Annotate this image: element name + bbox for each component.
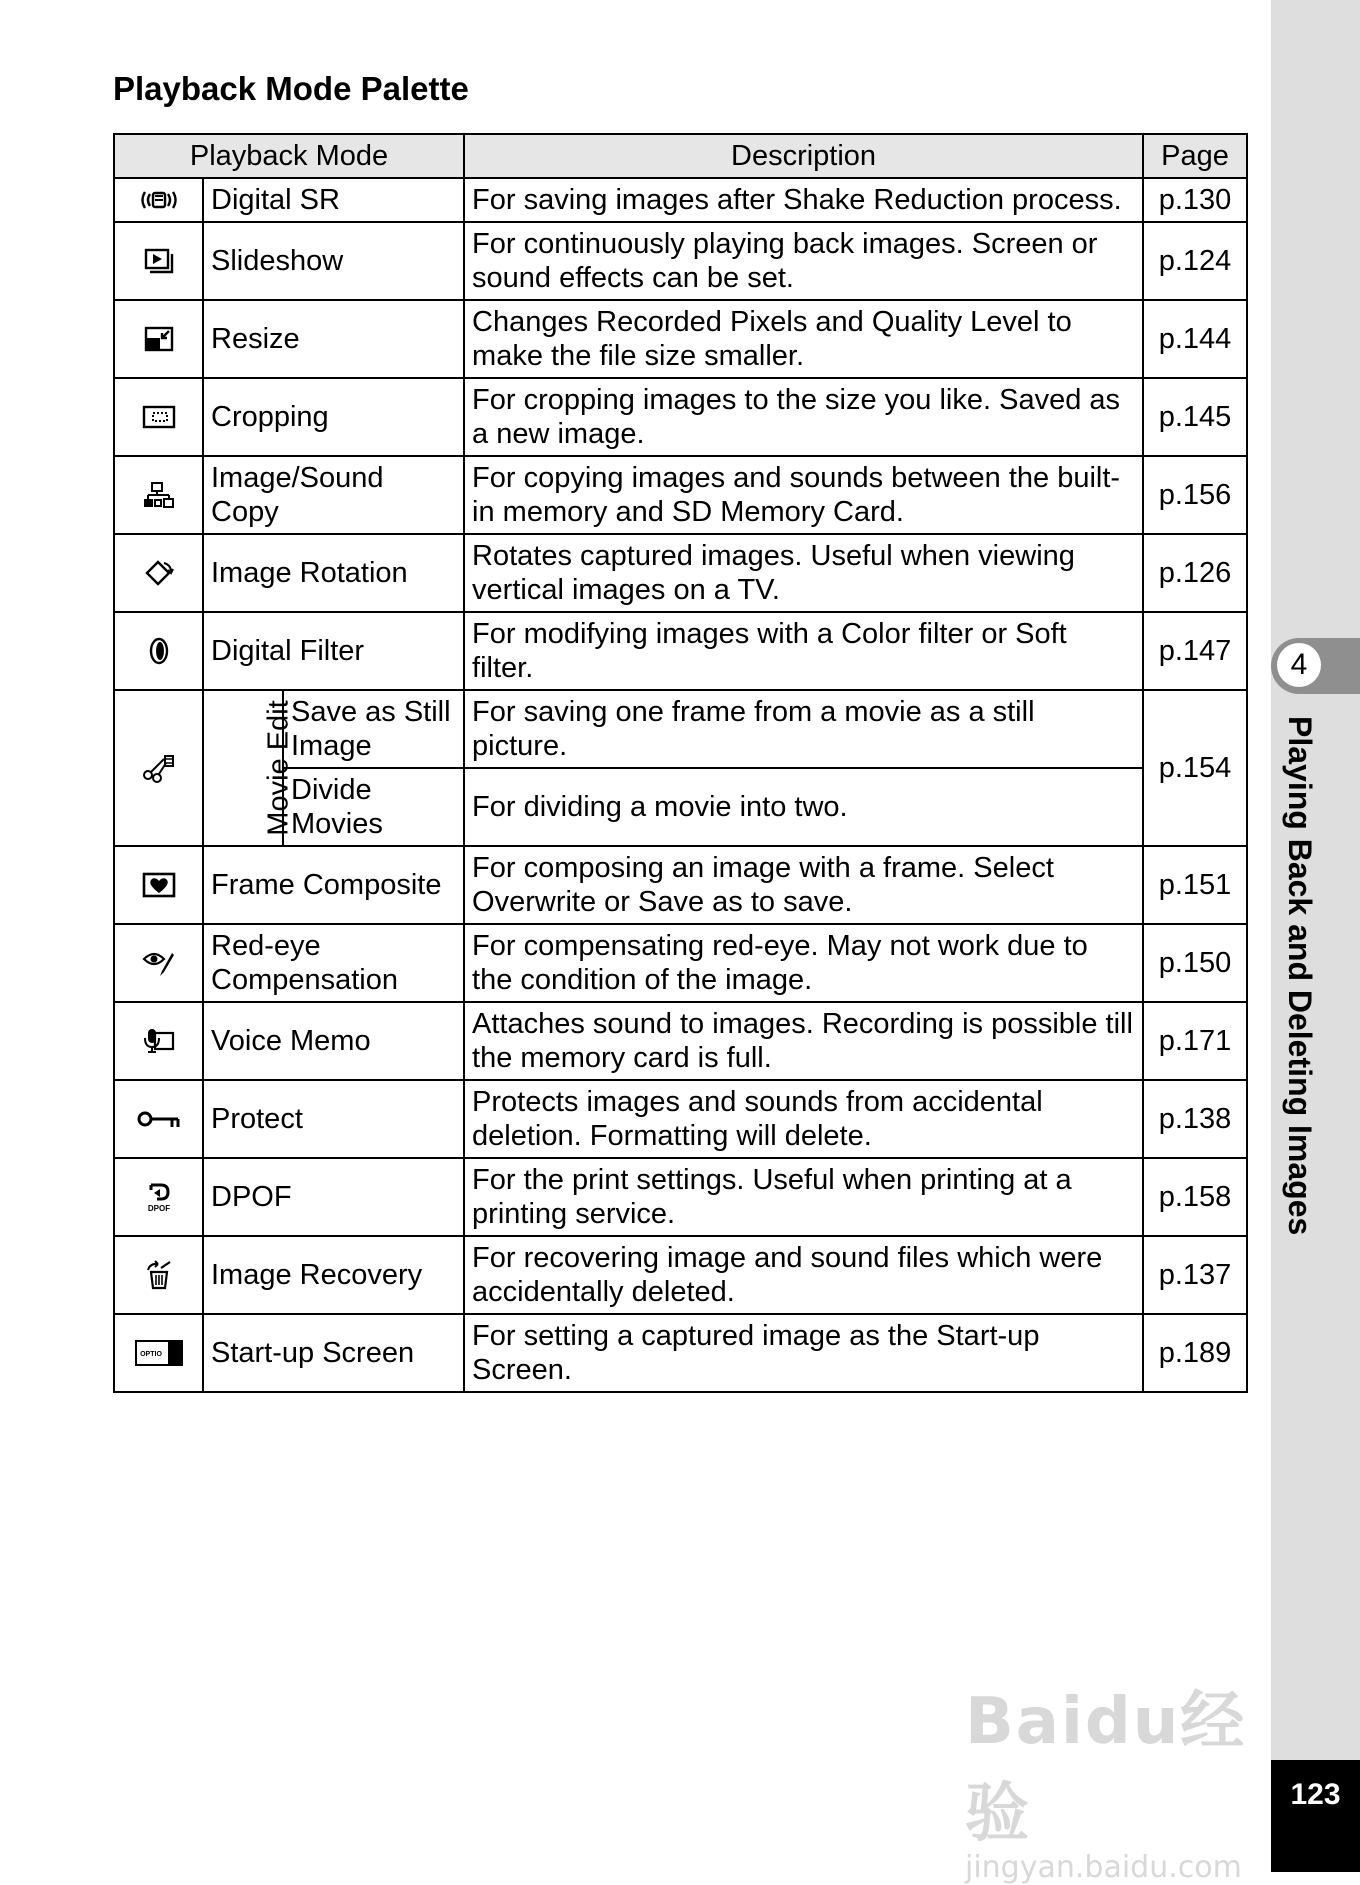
svg-text:OPTIO: OPTIO bbox=[139, 1351, 162, 1358]
description-text: For setting a captured image as the Start-up Screen. bbox=[464, 1314, 1143, 1392]
chapter-title: Playing Back and Deleting Images bbox=[1282, 716, 1318, 1236]
table-row bbox=[114, 1002, 1247, 1080]
chapter-number: 4 bbox=[1277, 643, 1321, 687]
table-row bbox=[114, 690, 1247, 768]
page-ref: p.144 bbox=[1143, 300, 1247, 378]
description-text: For copying images and sounds between the built-in memory and SD Memory Card. bbox=[464, 456, 1143, 534]
movie-edit-group-label bbox=[203, 690, 295, 846]
page-ref: p.158 bbox=[1143, 1158, 1247, 1236]
slideshow-icon bbox=[114, 222, 203, 300]
description-text: For saving one frame from a movie as a still picture. bbox=[464, 690, 1143, 768]
table-row bbox=[114, 1158, 1247, 1236]
svg-text:DPOF: DPOF bbox=[147, 1204, 170, 1213]
mode-label: Divide Movies bbox=[283, 768, 464, 846]
description-text: For saving images after Shake Reduction process. bbox=[464, 178, 1143, 222]
page-ref: p.156 bbox=[1143, 456, 1247, 534]
digital-filter-icon bbox=[114, 612, 203, 690]
description-text: For recovering image and sound files which were accidentally deleted. bbox=[464, 1236, 1143, 1314]
movie-edit-label: Movie Edit bbox=[262, 700, 295, 836]
table-row bbox=[114, 456, 1247, 534]
mode-label: Red-eye Compensation bbox=[203, 924, 464, 1002]
mode-label: DPOF bbox=[203, 1158, 464, 1236]
description-text: For the print settings. Useful when printing at a printing service. bbox=[464, 1158, 1143, 1236]
mode-label: Voice Memo bbox=[203, 1002, 464, 1080]
image-recovery-icon bbox=[114, 1236, 203, 1314]
table-row bbox=[114, 222, 1247, 300]
mode-label: Cropping bbox=[203, 378, 464, 456]
page-ref: p.171 bbox=[1143, 1002, 1247, 1080]
page-ref: p.137 bbox=[1143, 1236, 1247, 1314]
voice-memo-icon bbox=[114, 1002, 203, 1080]
protect-key-icon bbox=[114, 1080, 203, 1158]
table-row bbox=[114, 846, 1247, 924]
watermark-brand: Baidu经验 bbox=[965, 1685, 1247, 1851]
table-row bbox=[114, 1314, 1247, 1392]
description-text: For dividing a movie into two. bbox=[464, 768, 1143, 846]
description-text: For modifying images with a Color filter or Soft filter. bbox=[464, 612, 1143, 690]
table-row bbox=[114, 612, 1247, 690]
description-text: For compensating red-eye. May not work due to the condition of the image. bbox=[464, 924, 1143, 1002]
image-rotation-icon bbox=[114, 534, 203, 612]
page-ref: p.147 bbox=[1143, 612, 1247, 690]
page-number: 123 bbox=[1271, 1760, 1360, 1872]
page-ref: p.150 bbox=[1143, 924, 1247, 1002]
table-row bbox=[114, 1080, 1247, 1158]
movie-edit-scissors-icon bbox=[114, 690, 203, 846]
cropping-icon bbox=[114, 378, 203, 456]
page-ref: p.145 bbox=[1143, 378, 1247, 456]
table-row bbox=[114, 300, 1247, 378]
mode-label: Digital Filter bbox=[203, 612, 464, 690]
table-row bbox=[114, 924, 1247, 1002]
mode-label: Image Rotation bbox=[203, 534, 464, 612]
mode-label: Slideshow bbox=[203, 222, 464, 300]
description-text: Changes Recorded Pixels and Quality Level to make the file size smaller. bbox=[464, 300, 1143, 378]
mode-label: Frame Composite bbox=[203, 846, 464, 924]
image-sound-copy-icon bbox=[114, 456, 203, 534]
description-text: Rotates captured images. Useful when viewing vertical images on a TV. bbox=[464, 534, 1143, 612]
digital-sr-icon bbox=[114, 178, 203, 222]
table-row bbox=[114, 1236, 1247, 1314]
playback-mode-table bbox=[113, 133, 1248, 1393]
resize-icon bbox=[114, 300, 203, 378]
watermark-url: jingyan.baidu.com bbox=[965, 1850, 1242, 1885]
mode-label: Resize bbox=[203, 300, 464, 378]
page-ref: p.151 bbox=[1143, 846, 1247, 924]
page-ref: p.154 bbox=[1143, 690, 1247, 846]
page-ref: p.138 bbox=[1143, 1080, 1247, 1158]
page-ref: p.130 bbox=[1143, 178, 1247, 222]
header-playback-mode: Playback Mode bbox=[114, 134, 464, 178]
mode-label: Save as Still Image bbox=[283, 690, 464, 768]
red-eye-compensation-icon bbox=[114, 924, 203, 1002]
mode-label: Digital SR bbox=[203, 178, 464, 222]
header-description: Description bbox=[464, 134, 1143, 178]
dpof-icon bbox=[114, 1158, 203, 1236]
frame-composite-icon bbox=[114, 846, 203, 924]
page-title: Playback Mode Palette bbox=[113, 70, 469, 107]
mode-label: Protect bbox=[203, 1080, 464, 1158]
start-up-screen-icon bbox=[114, 1314, 203, 1392]
table-row bbox=[114, 534, 1247, 612]
page-ref: p.189 bbox=[1143, 1314, 1247, 1392]
mode-label: Image Recovery bbox=[203, 1236, 464, 1314]
baidu-watermark bbox=[965, 1670, 1265, 1885]
description-text: Attaches sound to images. Recording is possible till the memory card is full. bbox=[464, 1002, 1143, 1080]
page-ref: p.126 bbox=[1143, 534, 1247, 612]
mode-label: Start-up Screen bbox=[203, 1314, 464, 1392]
table-row bbox=[114, 378, 1247, 456]
description-text: Protects images and sounds from accidental deletion. Formatting will delete. bbox=[464, 1080, 1143, 1158]
description-text: For continuously playing back images. Screen or sound effects can be set. bbox=[464, 222, 1143, 300]
table-header-row bbox=[114, 134, 1247, 178]
table-row bbox=[114, 178, 1247, 222]
description-text: For cropping images to the size you like. Saved as a new image. bbox=[464, 378, 1143, 456]
description-text: For composing an image with a frame. Select Overwrite or Save as to save. bbox=[464, 846, 1143, 924]
page-ref: p.124 bbox=[1143, 222, 1247, 300]
header-page: Page bbox=[1143, 134, 1247, 178]
mode-label: Image/Sound Copy bbox=[203, 456, 464, 534]
